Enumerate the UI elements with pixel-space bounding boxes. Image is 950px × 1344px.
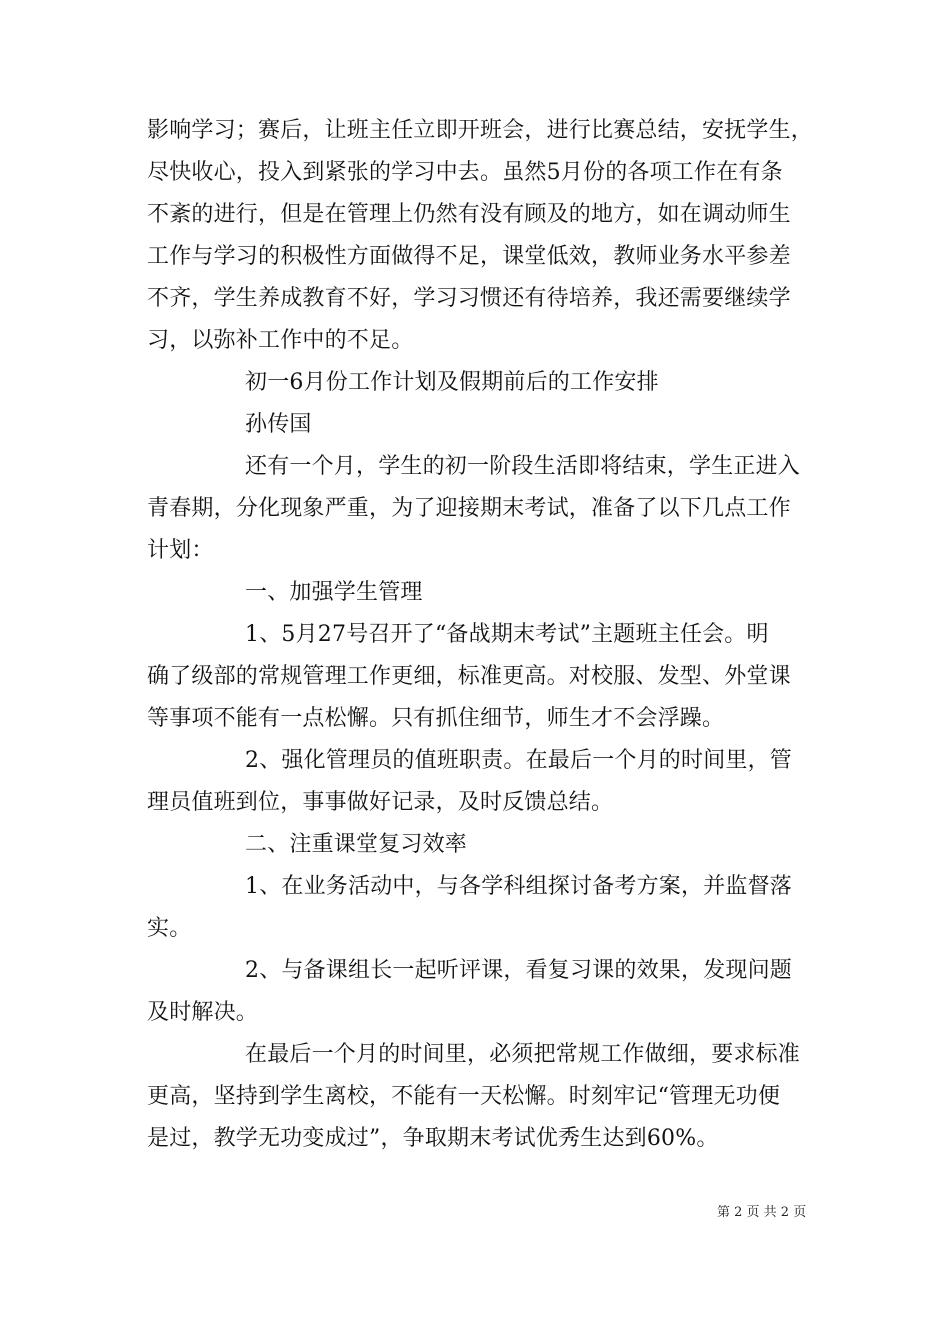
body-line: 不齐，学生养成教育不好，学习习惯还有待培养，我还需要继续学 xyxy=(147,286,791,311)
body-line: 青春期，分化现象严重，为了迎接期末考试，准备了以下几点工作 xyxy=(147,496,791,521)
body-line: 工作与学习的积极性方面做得不足，课堂低效，教师业务水平参差 xyxy=(147,244,791,269)
body-line: 更高，坚持到学生离校，不能有一天松懈。时刻牢记“管理无功便 xyxy=(147,1084,781,1109)
body-line: 实。 xyxy=(147,916,192,941)
body-line: 尽快收心，投入到紧张的学习中去。虽然5月份的各项工作在有条 xyxy=(147,160,783,185)
body-line: 不紊的进行，但是在管理上仍然有没有顾及的地方，如在调动师生 xyxy=(147,202,791,227)
body-line: 影响学习；赛后，让班主任立即开班会，进行比赛总结，安抚学生， xyxy=(147,118,814,143)
body-line: 理员值班到位，事事做好记录，及时反馈总结。 xyxy=(147,790,614,815)
body-line: 2、与备课组长一起听评课，看复习课的效果，发现问题 xyxy=(245,958,792,983)
body-line: 习，以弥补工作中的不足。 xyxy=(147,328,414,353)
body-line: 1、在业务活动中，与各学科组探讨备考方案，并监督落 xyxy=(245,874,792,899)
subheading: 一、加强学生管理 xyxy=(245,580,423,605)
author-name: 孙传国 xyxy=(245,412,312,437)
body-line: 2、强化管理员的值班职责。在最后一个月的时间里，管 xyxy=(245,748,792,773)
subheading: 二、注重课堂复习效率 xyxy=(245,832,468,857)
body-line: 是过，教学无功变成过”，争取期末考试优秀生达到60%。 xyxy=(147,1126,719,1151)
page-number: 第 2 页 共 2 页 xyxy=(717,1205,807,1220)
body-line: 及时解决。 xyxy=(147,1000,259,1025)
body-line: 等事项不能有一点松懈。只有抓住细节，师生才不会浮躁。 xyxy=(147,706,725,731)
body-line: 在最后一个月的时间里，必须把常规工作做细，要求标准 xyxy=(245,1042,801,1067)
body-line: 确了级部的常规管理工作更细，标准更高。对校服、发型、外堂课 xyxy=(147,664,791,689)
body-line: 计划： xyxy=(147,538,214,563)
section-title: 初一6月份工作计划及假期前后的工作安排 xyxy=(245,370,659,395)
body-line: 1、5月27号召开了“备战期末考试”主题班主任会。明 xyxy=(245,622,769,647)
body-line: 还有一个月，学生的初一阶段生活即将结束，学生正进入 xyxy=(245,454,801,479)
